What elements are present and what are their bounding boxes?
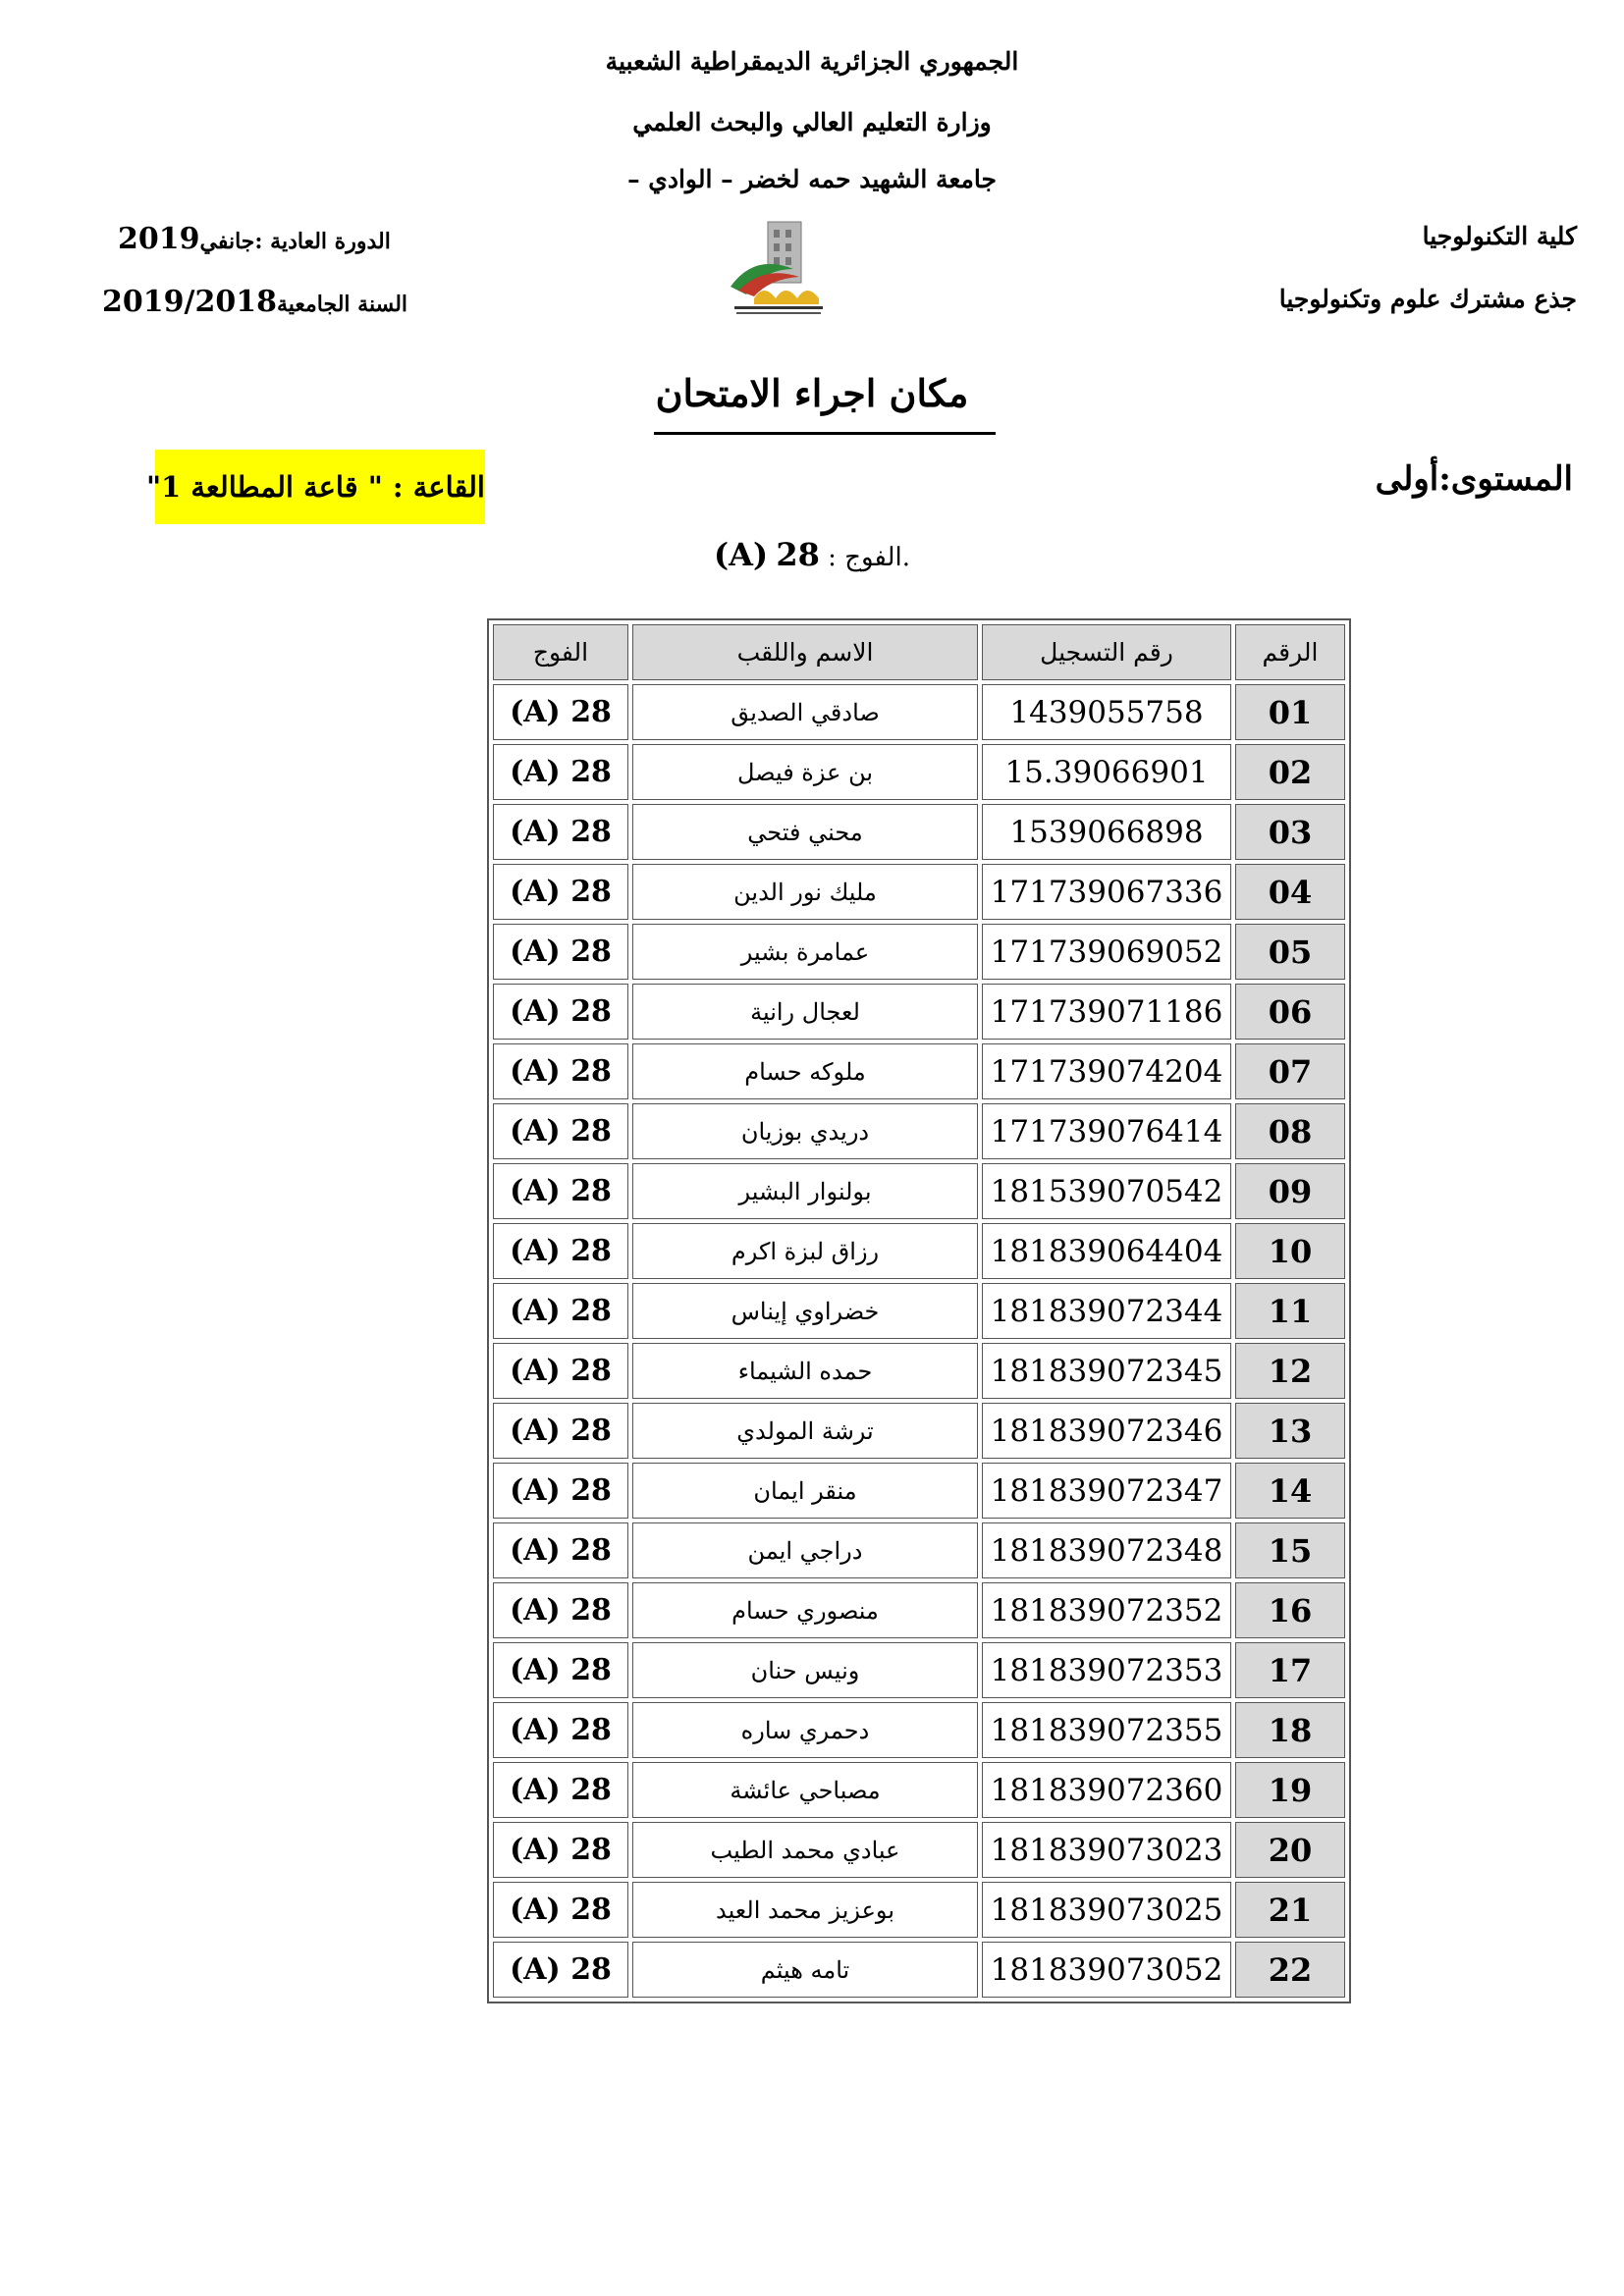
row-number: 21: [1235, 1882, 1345, 1938]
student-name: خضراوي إيناس: [632, 1283, 978, 1339]
table-row: [493, 1822, 1345, 1878]
table-row: [493, 984, 1345, 1040]
university-logo: [725, 218, 831, 322]
table-row: [493, 924, 1345, 980]
registration-number: 181839072346: [982, 1403, 1231, 1459]
row-number: 01: [1235, 684, 1345, 740]
table-row: [493, 864, 1345, 920]
student-name: محني فتحي: [632, 804, 978, 860]
row-number: 17: [1235, 1642, 1345, 1698]
table-row: [493, 1283, 1345, 1339]
registration-number: 181839073023: [982, 1822, 1231, 1878]
table-row: [493, 1103, 1345, 1159]
registration-number: 181839073052: [982, 1942, 1231, 1998]
group-section: (A): [714, 536, 769, 573]
faculty-name: كلية التكنولوجيا: [1422, 222, 1577, 250]
group-number: 28: [776, 536, 820, 573]
row-number: 11: [1235, 1283, 1345, 1339]
student-name: رزاق لبزة اكرم: [632, 1223, 978, 1279]
col-header-number: الرقم: [1235, 624, 1345, 680]
table-row: [493, 1343, 1345, 1399]
table-row: [493, 744, 1345, 800]
table-row: [493, 1223, 1345, 1279]
registration-number: 181839072348: [982, 1522, 1231, 1578]
table-row: [493, 1163, 1345, 1219]
student-group: 28 (A): [493, 1103, 628, 1159]
registration-number: 181839072353: [982, 1642, 1231, 1698]
student-name: تامه هيثم: [632, 1942, 978, 1998]
row-number: 16: [1235, 1582, 1345, 1638]
page-title: مكان اجراء الامتحان: [655, 371, 969, 415]
student-name: بن عزة فيصل: [632, 744, 978, 800]
student-group: 28 (A): [493, 1223, 628, 1279]
student-name: مليك نور الدين: [632, 864, 978, 920]
student-group: 28 (A): [493, 1702, 628, 1758]
exam-session: [118, 222, 391, 256]
table-row: [493, 804, 1345, 860]
row-number: 20: [1235, 1822, 1345, 1878]
session-label: الدورة العادية :جانفي: [199, 229, 391, 254]
col-header-registration: رقم التسجيل: [982, 624, 1231, 680]
registration-number: 181839072355: [982, 1702, 1231, 1758]
row-number: 04: [1235, 864, 1345, 920]
student-name: حمده الشيماء: [632, 1343, 978, 1399]
student-name: ترشة المولدي: [632, 1403, 978, 1459]
student-name: ملوكه حسام: [632, 1043, 978, 1099]
table-body: [493, 684, 1345, 1998]
row-number: 06: [1235, 984, 1345, 1040]
row-number: 12: [1235, 1343, 1345, 1399]
student-group: 28 (A): [493, 1463, 628, 1519]
header-country: الجمهوري الجزائرية الديمقراطية الشعبية: [605, 47, 1019, 76]
student-group: 28 (A): [493, 924, 628, 980]
registration-number: 171739076414: [982, 1103, 1231, 1159]
header-ministry: وزارة التعليم العالي والبحث العلمي: [632, 108, 992, 136]
table-header-row: [493, 624, 1345, 680]
table-row: [493, 1043, 1345, 1099]
exam-hall: القاعة : " قاعة المطالعة 1": [155, 450, 485, 524]
row-number: 22: [1235, 1942, 1345, 1998]
table-row: [493, 1942, 1345, 1998]
table-row: [493, 1762, 1345, 1818]
registration-number: 181539070542: [982, 1163, 1231, 1219]
student-group: 28 (A): [493, 804, 628, 860]
student-name: بولنوار البشير: [632, 1163, 978, 1219]
student-group: 28 (A): [493, 1582, 628, 1638]
department-name: جذع مشترك علوم وتكنولوجيا: [1278, 285, 1577, 313]
table-row: [493, 684, 1345, 740]
registration-number: 181839073025: [982, 1882, 1231, 1938]
student-name: منصوري حسام: [632, 1582, 978, 1638]
registration-number: 1439055758: [982, 684, 1231, 740]
student-group: 28 (A): [493, 1642, 628, 1698]
row-number: 05: [1235, 924, 1345, 980]
row-number: 13: [1235, 1403, 1345, 1459]
table-row: [493, 1882, 1345, 1938]
student-group: 28 (A): [493, 1942, 628, 1998]
registration-number: 171739067336: [982, 864, 1231, 920]
row-number: 03: [1235, 804, 1345, 860]
registration-number: 171739074204: [982, 1043, 1231, 1099]
student-name: دحمري ساره: [632, 1702, 978, 1758]
academic-year-label: السنة الجامعية: [276, 292, 408, 317]
student-name: دراجي ايمن: [632, 1522, 978, 1578]
session-year: 2019: [118, 222, 200, 256]
registration-number: 181839072360: [982, 1762, 1231, 1818]
registration-number: 15.39066901: [982, 744, 1231, 800]
row-number: 08: [1235, 1103, 1345, 1159]
registration-number: 181839072347: [982, 1463, 1231, 1519]
row-number: 10: [1235, 1223, 1345, 1279]
student-group: 28 (A): [493, 1403, 628, 1459]
study-level: المستوى:أولى: [1375, 459, 1573, 499]
row-number: 15: [1235, 1522, 1345, 1578]
registration-number: 181839072345: [982, 1343, 1231, 1399]
academic-year-value: 2019/2018: [102, 285, 277, 319]
student-group: 28 (A): [493, 1163, 628, 1219]
registration-number: 181839072352: [982, 1582, 1231, 1638]
student-name: لعجال رانية: [632, 984, 978, 1040]
student-group: 28 (A): [493, 1882, 628, 1938]
registration-number: 181839072344: [982, 1283, 1231, 1339]
group-info: [0, 536, 1624, 573]
student-name: ونيس حنان: [632, 1642, 978, 1698]
table-row: [493, 1463, 1345, 1519]
student-name: مصباحي عائشة: [632, 1762, 978, 1818]
student-group: 28 (A): [493, 744, 628, 800]
group-label: .الفوج :: [828, 543, 910, 572]
registration-number: 181839064404: [982, 1223, 1231, 1279]
row-number: 14: [1235, 1463, 1345, 1519]
academic-year: [102, 285, 407, 319]
student-group: 28 (A): [493, 684, 628, 740]
student-name: عبادي محمد الطيب: [632, 1822, 978, 1878]
student-group: 28 (A): [493, 1283, 628, 1339]
student-group: 28 (A): [493, 1343, 628, 1399]
student-group: 28 (A): [493, 1822, 628, 1878]
student-name: دريدي بوزيان: [632, 1103, 978, 1159]
table-row: [493, 1403, 1345, 1459]
student-name: صادقي الصديق: [632, 684, 978, 740]
registration-number: 171739071186: [982, 984, 1231, 1040]
student-name: بوعزيز محمد العيد: [632, 1882, 978, 1938]
student-group: 28 (A): [493, 1762, 628, 1818]
header-university: جامعة الشهيد حمه لخضر – الوادي –: [627, 165, 997, 193]
student-group: 28 (A): [493, 1522, 628, 1578]
student-roster-table: [487, 618, 1351, 2003]
table-row: [493, 1642, 1345, 1698]
student-group: 28 (A): [493, 1043, 628, 1099]
student-name: عمامرة بشير: [632, 924, 978, 980]
table-row: [493, 1582, 1345, 1638]
col-header-name: الاسم واللقب: [632, 624, 978, 680]
row-number: 18: [1235, 1702, 1345, 1758]
registration-number: 1539066898: [982, 804, 1231, 860]
registration-number: 171739069052: [982, 924, 1231, 980]
student-group: 28 (A): [493, 864, 628, 920]
table-row: [493, 1522, 1345, 1578]
table-row: [493, 1702, 1345, 1758]
row-number: 09: [1235, 1163, 1345, 1219]
row-number: 19: [1235, 1762, 1345, 1818]
title-underline: [654, 432, 996, 435]
student-group: 28 (A): [493, 984, 628, 1040]
col-header-group: الفوج: [493, 624, 628, 680]
row-number: 02: [1235, 744, 1345, 800]
row-number: 07: [1235, 1043, 1345, 1099]
student-name: منقر ايمان: [632, 1463, 978, 1519]
